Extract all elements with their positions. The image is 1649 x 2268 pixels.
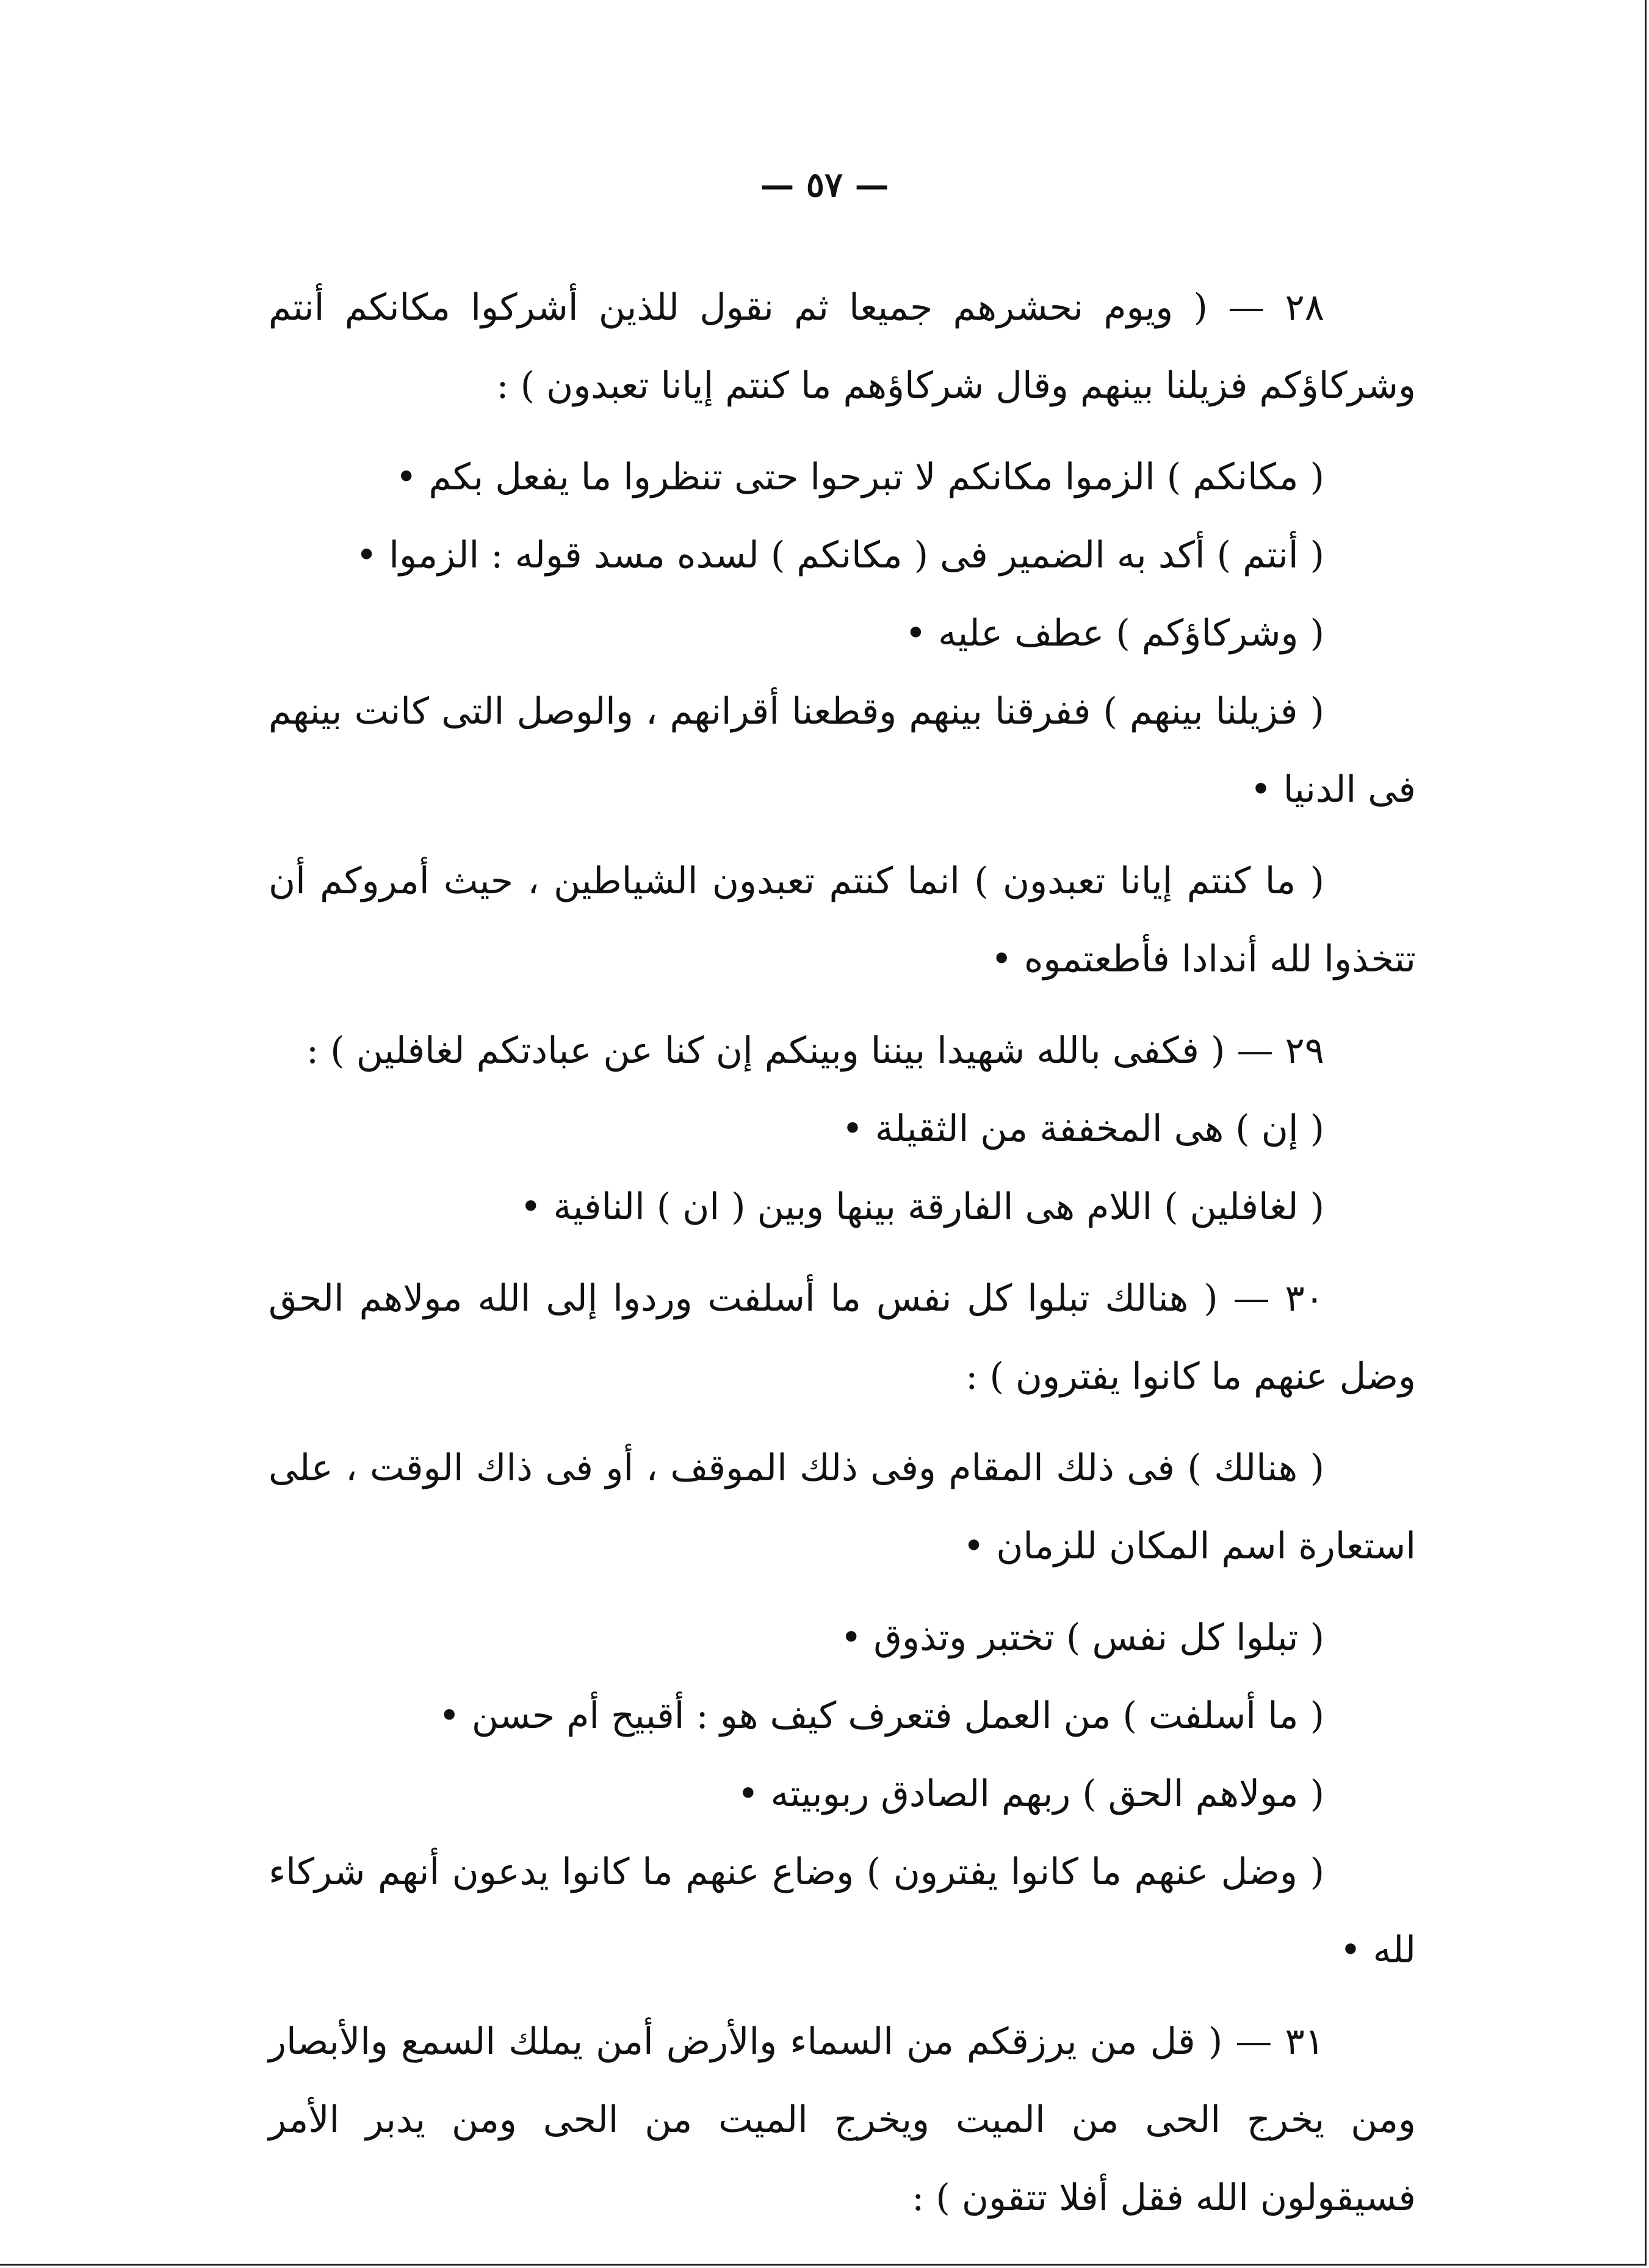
page-number: — ٥٧ — <box>760 165 889 205</box>
commentary-paragraph: ( مولاهم الحق ) ربهم الصادق ربوبيته • <box>737 1773 1324 1815</box>
commentary-paragraph: ( تبلوا كل نفس ) تختبر وتذوق • <box>840 1616 1324 1659</box>
commentary-paragraph: ( هنالك ) فى ذلك المقام وفى ذلك الموقف ، أو فى ذاك الوقت ، على استعارة اسم المكان للزمان • <box>269 1447 1416 1568</box>
commentary-paragraph: ( لغافلين ) اللام هى الفارقة بينها وبين ( ان ) النافية • <box>519 1186 1324 1228</box>
commentary-paragraph: ( مكانكم ) الزموا مكانكم لا تبرحوا حتى تنظروا ما يفعل بكم • <box>395 456 1324 499</box>
verse-31-paragraph: ٣١ — ( قل من يرزقكم من السماء والأرض أمن يملك السمع والأبصار ومن يخرج الحى من الميت ويخرج الميت من الحى ومن يدبر الأمر فسيقولون الله فقل أفلا تتقون ) : <box>269 2020 1416 2219</box>
commentary-paragraph: ( وشركاؤكم ) عطف عليه • <box>904 612 1324 655</box>
commentary-paragraph: ( وضل عنهم ما كانوا يفترون ) وضاع عنهم ما كانوا يدعون أنهم شركاء لله • <box>269 1851 1416 1971</box>
verse-30-paragraph: ٣٠ — ( هنالك تبلوا كل نفس ما أسلفت وردوا إلى الله مولاهم الحق وضل عنهم ما كانوا يفترون ) : <box>269 1277 1416 1398</box>
commentary-paragraph: ( فزيلنا بينهم ) ففرقنا بينهم وقطعنا أقرانهم ، والوصل التى كانت بينهم فى الدنيا • <box>269 690 1416 811</box>
verse-28-paragraph: ٢٨ — ( ويوم نحشرهم جميعا ثم نقول للذين أشركوا مكانكم أنتم وشركاؤكم فزيلنا بينهم وقال شركاؤهم ما كنتم إيانا تعبدون ) : <box>269 286 1416 407</box>
commentary-paragraph: ( أنتم ) أكد به الضمير فى ( مكانكم ) لسده مسد قوله : الزموا • <box>355 534 1324 577</box>
page-body <box>269 268 1416 2237</box>
commentary-paragraph: ( ما كنتم إيانا تعبدون ) انما كنتم تعبدون الشياطين ، حيث أمروكم أن تتخذوا لله أندادا فأطعتموه • <box>269 860 1416 981</box>
commentary-paragraph: ( ما أسلفت ) من العمل فتعرف كيف هو : أقبيح أم حسن • <box>438 1694 1324 1737</box>
commentary-paragraph: ( إن ) هى المخففة من الثقيلة • <box>842 1107 1324 1150</box>
verse-29-paragraph: ٢٩ — ( فكفى بالله شهيدا بيننا وبينكم إن كنا عن عبادتكم لغافلين ) : <box>306 1029 1324 1072</box>
